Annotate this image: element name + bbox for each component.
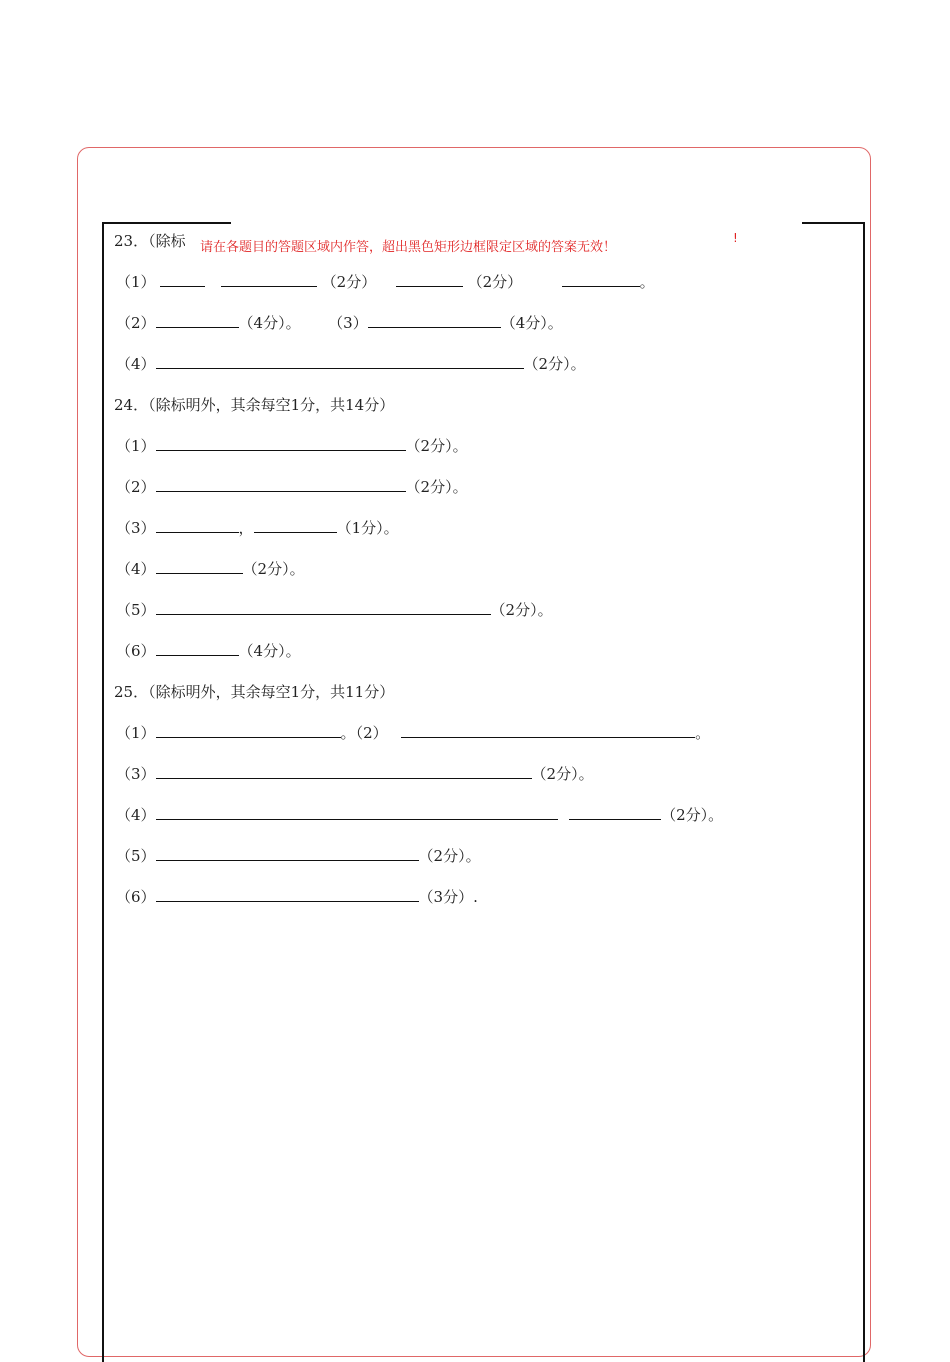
q24-2-end: 。 [452,478,468,496]
q25-1-end: 。 [340,724,356,742]
q23-1-blank-c[interactable] [396,272,463,287]
q23-3-score: （4分） [500,314,548,332]
q25-5-end: 。 [465,847,481,865]
q23-item-3-number: （3） [328,314,368,332]
q24-line-1 [116,436,468,456]
q24-5-end: 。 [537,601,553,619]
q24-3-sep: ， [238,519,254,537]
q24-4-end: 。 [289,560,305,578]
q23-item-4-number: （4） [116,355,156,373]
q24-2-score: （2分） [405,478,453,496]
q25-2-blank[interactable] [401,723,695,738]
q25-5-blank[interactable] [156,846,419,861]
q25-6-blank[interactable] [156,887,419,902]
q25-4-score: （2分） [661,806,709,824]
q24-line-5 [116,600,553,620]
q23-1-blank-a[interactable] [160,272,205,287]
q25-line-5 [116,846,481,866]
q25-2-end: 。 [695,724,711,742]
q24-6-score: （4分） [238,642,286,660]
q25-line-1 [116,723,710,743]
q25-3-score: （2分） [531,765,579,783]
q25-6-end: . [473,888,478,906]
q24-1-blank[interactable] [156,436,406,451]
q23-1-blank-d[interactable] [562,272,640,287]
q24-item-number: （6） [116,642,156,660]
q23-3-blank[interactable] [368,313,501,328]
q23-line-4 [116,354,586,374]
q23-item-1-number: （1） [116,273,156,291]
q23-3-end: 。 [547,314,563,332]
q25-3-blank[interactable] [156,764,532,779]
q24-1-score: （2分） [405,437,453,455]
q24-item-number: （4） [116,560,156,578]
q23-2-end: 。 [285,314,301,332]
q24-4-score: （2分） [242,560,290,578]
q24-3-blank-b[interactable] [254,518,337,533]
q25-line-4 [116,805,723,825]
q23-1-score-b: （2分） [467,273,523,291]
answer-box-top-right-edge [802,222,865,224]
q24-2-blank[interactable] [156,477,406,492]
q24-line-2 [116,477,468,497]
q24-1-end: 。 [452,437,468,455]
q25-5-score: （2分） [418,847,466,865]
q23-4-end: 。 [570,355,586,373]
q23-item-2-number: （2） [116,314,156,332]
q24-6-end: 。 [285,642,301,660]
q25-3-end: 。 [578,765,594,783]
q23-header: 23．（除标 [114,232,186,250]
q24-4-blank[interactable] [156,559,243,574]
warning-mark: ! [733,231,738,245]
q23-2-blank[interactable] [156,313,239,328]
q25-4-end: 。 [708,806,724,824]
q23-4-blank[interactable] [156,354,524,369]
q25-item-5-number: （5） [116,847,156,865]
q24-line-4 [116,559,305,579]
answer-box-top-left-edge [102,222,231,224]
q23-1-end: 。 [639,273,655,291]
q23-2-score: （4分） [238,314,286,332]
q24-line-6 [116,641,301,661]
q23-1-score-a: （2分） [321,273,377,291]
q25-header: 25．（除标明外，其余每空1分，共11分） [114,683,395,701]
answer-area-warning: 请在各题目的答题区域内作答，超出黑色矩形边框限定区域的答案无效！ [196,236,620,255]
q25-6-score: （3分） [418,888,474,906]
q25-item-6-number: （6） [116,888,156,906]
q25-4-blank-b[interactable] [569,805,661,820]
q23-line-1 [116,272,655,292]
q23-4-score: （2分） [523,355,571,373]
q25-1-blank[interactable] [156,723,341,738]
q23-1-blank-b[interactable] [221,272,317,287]
q25-item-4-number: （4） [116,806,156,824]
q25-item-3-number: （3） [116,765,156,783]
q24-5-blank[interactable] [156,600,491,615]
q24-item-number: （3） [116,519,156,537]
q24-item-number: （1） [116,437,156,455]
q24-3-blank-a[interactable] [156,518,239,533]
q25-4-blank-a[interactable] [156,805,558,820]
answer-box-frame [102,222,865,1362]
q25-line-6 [116,887,478,907]
q24-3-score: （1分） [336,519,384,537]
q25-item-1-number: （1） [116,724,156,742]
q24-6-blank[interactable] [156,641,239,656]
q24-item-number: （2） [116,478,156,496]
q24-5-score: （2分） [490,601,538,619]
q25-line-3 [116,764,594,784]
q24-item-number: （5） [116,601,156,619]
q24-line-3 [116,518,399,538]
q25-item-2-number: （2） [355,724,388,742]
q24-3-end: 。 [383,519,399,537]
q23-line-2 [116,313,563,333]
q24-header: 24．（除标明外，其余每空1分，共14分） [114,396,395,414]
